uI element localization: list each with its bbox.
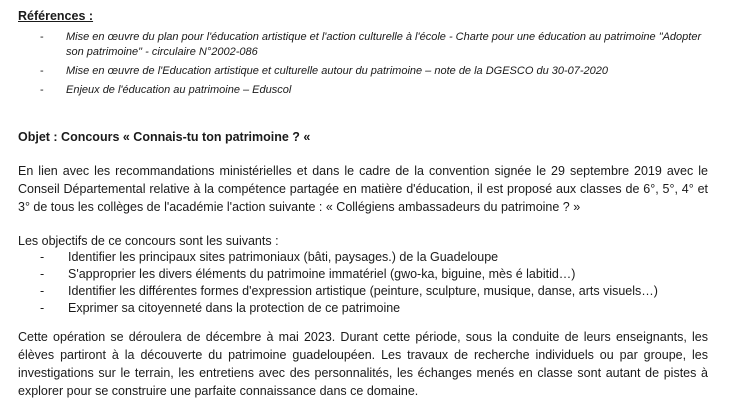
subject-heading: Objet : Concours « Connais-tu ton patrimoine ? « <box>18 130 311 144</box>
reference-text: Mise en œuvre du plan pour l'éducation artistique et l'action culturelle à l'école - Charte pour une éducation au patrimoine "Adopter son patrimoine" - circulaire N°2002-086 <box>66 31 702 58</box>
operation-paragraph: Cette opération se déroulera de décembre à mai 2023. Durant cette période, sous la conduite de leurs enseignants, les élèves partiront à la découverte du patrimoine guadeloupéen. Les travaux de recherche individuels ou par groupe, les investigations sur le terrain, les entretiens avec des personnalités, les échanges menés en classe sont autant de pistes à explorer pour se construire une parfaite connaissance dans ce domaine. <box>18 330 708 398</box>
reference-item <box>40 83 720 98</box>
list-dash: - <box>40 250 45 264</box>
list-dash: - <box>40 84 44 96</box>
reference-text: Enjeux de l'éducation au patrimoine – Eduscol <box>66 84 292 96</box>
list-dash: - <box>40 65 44 77</box>
list-dash: - <box>40 267 45 281</box>
reference-text: Mise en œuvre de l'Education artistique et culturelle autour du patrimoine – note de la DGESCO du 30-07-2020 <box>66 65 609 77</box>
reference-item <box>40 30 720 60</box>
objective-text: Identifier les différentes formes d'expression artistique (peinture, sculpture, musique, danse, arts visuels…) <box>68 284 658 298</box>
list-dash: - <box>40 284 45 298</box>
objective-text: Identifier les principaux sites patrimoniaux (bâti, paysages.) de la Guadeloupe <box>68 250 499 264</box>
reference-item <box>40 64 720 79</box>
list-dash: - <box>40 301 45 315</box>
objective-text: Exprimer sa citoyenneté dans la protection de ce patrimoine <box>68 301 401 315</box>
objective-item <box>40 266 720 283</box>
objective-item <box>40 300 720 317</box>
objectives-intro: Les objectifs de ce concours sont les suivants : <box>18 234 279 248</box>
objectives-list <box>40 249 720 317</box>
list-dash: - <box>40 31 44 43</box>
references-heading: Références : <box>18 9 94 23</box>
references-list <box>40 30 720 102</box>
objective-item <box>40 283 720 300</box>
objective-item <box>40 249 720 266</box>
objective-text: S'approprier les divers éléments du patrimoine immatériel (gwo-ka, biguine, mès é labitid…) <box>68 267 576 281</box>
intro-paragraph: En lien avec les recommandations ministérielles et dans le cadre de la convention signée le 29 septembre 2019 avec le Conseil Départemental relative à la compétence partagée en matière d'éducation, il est proposé aux classes de 6°, 5°, 4° et 3° de tous les collèges de l'académie l'action suivante : « Collégiens ambassadeurs du patrimoine ? » <box>18 164 708 214</box>
